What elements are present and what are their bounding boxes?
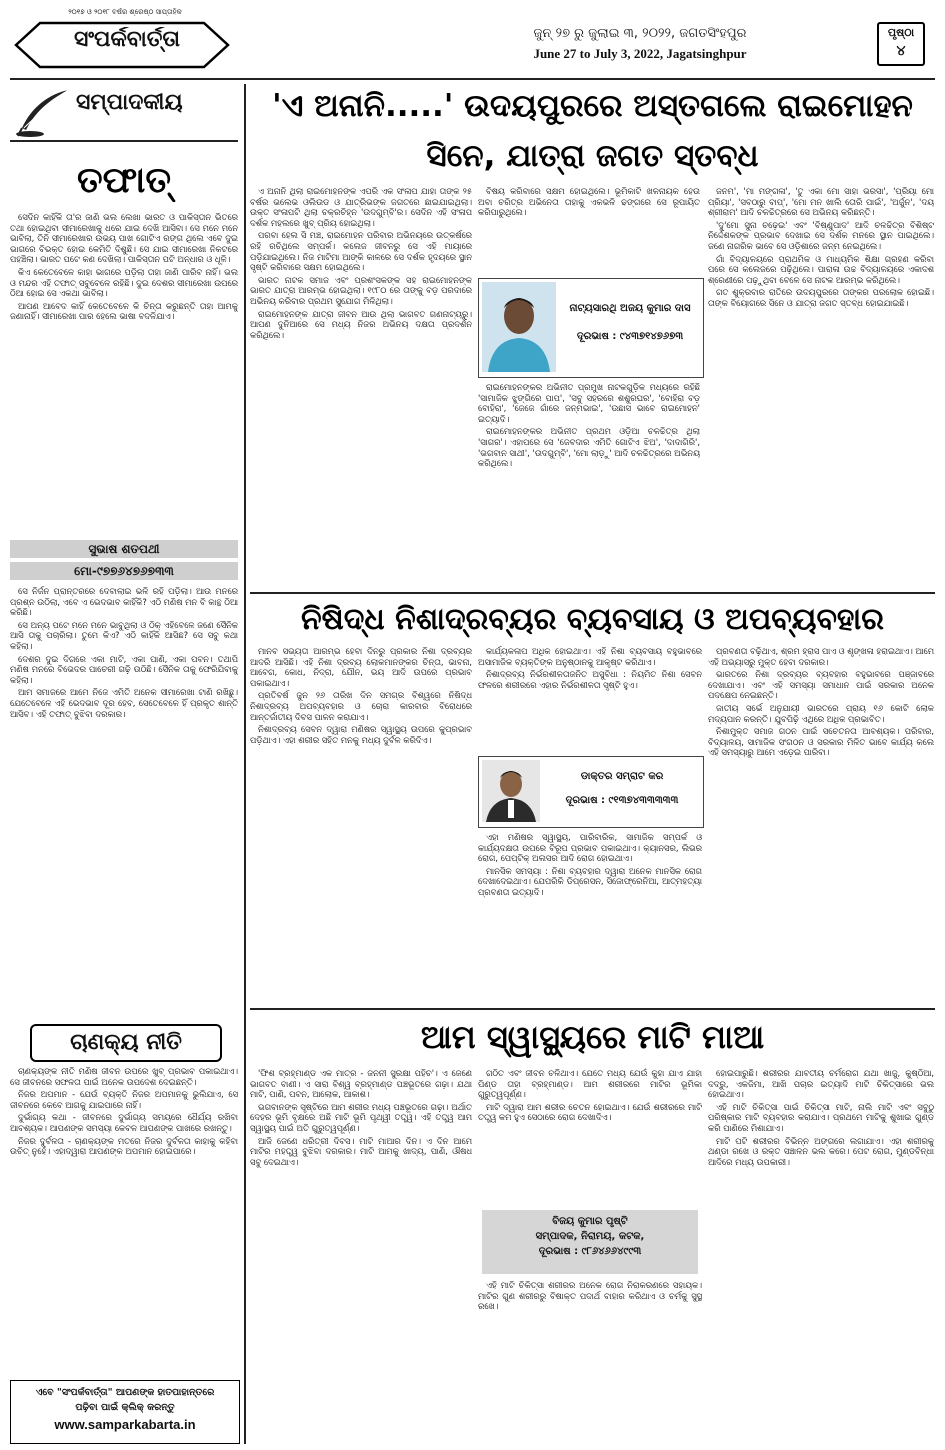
article3-paragraph: ମାଟି ପଟି ଶରୀରର ବିଭିନ୍ନ ଅଙ୍ଗରେ ଲଗାଯାଏ। ଏହା ଶରୀରକୁ ଥଣ୍ଡା ରଖେ ଓ ରକ୍ତ ସଞ୍ଚାଳନ ଭଲ କରେ। ପେଟ ରୋଗ, ମୁଣ୍ଡବିନ୍ଧା ଆଦିରେ ମଧ୍ୟ ଉପକାରୀ। — [708, 1135, 934, 1167]
article1-paragraph: ଗାଁ ବିଦ୍ୟାଳୟରେ ପ୍ରାଥମିକ ଓ ମାଧ୍ୟମିକ ଶିକ୍ଷା ଗ୍ରହଣ କରିବା ପରେ ସେ କଲେଜରେ ପଢ଼ିଥିଲେ। ପାରାଳା ଉଚ୍ଚ ବିଦ୍ୟାଳୟରେ ଏକାଦଶ ଶ୍ରେଣୀରେ ପଢ଼ୁଥିବା ବେଳେ ସେ ନାଟକ ଆରମ୍ଭ କରିଥିଲେ। — [708, 253, 934, 285]
chanakya-paragraph: ନିଜର ଦୁର୍ବଳତା - ଚାଣକ୍ୟଙ୍କ ମତରେ ନିଜର ଦୁର୍ବଳତା କାହାକୁ କହିବା ଉଚିତ୍ ନୁହେଁ। ଏହାଦ୍ୱାରା ଆପଣଙ୍କ ଅପମାନ ହୋଇପାରେ। — [10, 1135, 238, 1157]
article3-paragraph: ଏହି ମାଟି ଚିକିତ୍ସା ଶରୀରର ଅନେକ ରୋଗ ନିରାକରଣରେ ସହାୟକ। ମାଟିର ଗୁଣ ଶରୀରରୁ ବିଷାକ୍ତ ପଦାର୍ଥ ବାହାର କରିଥାଏ ଓ ଚର୍ମକୁ ସୁସ୍ଥ ରଖେ। — [478, 1280, 702, 1312]
article2-column-2 — [478, 646, 702, 752]
editorial-author-bar: ସୁଭାଷ ଶତପଥୀ — [10, 540, 238, 558]
article2-author-name: ଡାକ୍ତର ସମ୍ରାଟ କର — [580, 771, 664, 782]
promo-url-link[interactable]: www.samparkabarta.in — [54, 1417, 196, 1432]
person-photo-icon — [482, 282, 556, 372]
article2-paragraph: ଏହା ମଣିଷର ସ୍ୱାସ୍ଥ୍ୟ, ପାରିବାରିକ, ସାମାଜିକ ସମ୍ପର୍କ ଓ କାର୍ଯ୍ୟଦକ୍ଷତା ଉପରେ ବିରୂପ ପ୍ରଭାବ ପକାଇଥାଏ। କ୍ୟାନସର, ଲିଭର ରୋଗ, ପେପ୍ଟିକ୍ ଅଲସର ଆଦି ରୋଗ ହୋଇଥାଏ। — [478, 832, 702, 864]
editorial-paragraph: କିଏ କେତେବେଳେ କାହା ଭାଗରେ ପଡ଼ିଲା ତାହା ଜାଣି ପାରିବ ନାହିଁ। ଭଲ ଓ ମନ୍ଦର ଏହି ତଫାତ୍ ସବୁବେଳେ ରହିଛି। ଦୁଇ ଦେଶର ସୀମାରେଖା ଉପରେ ଠିଆ ହୋଇ ସେ ଏକଥା ଭାବିଲା। — [10, 266, 238, 299]
article2-paragraph: ନିଶାଦ୍ରବ୍ୟ ସେବନ ଦ୍ୱାରା ମଣିଷର ସ୍ୱାସ୍ଥ୍ୟ ଉପରେ କୁପ୍ରଭାବ ପଡ଼ିଥାଏ। ଏହା ଶରୀର ସହିତ ମନକୁ ମଧ୍ୟ ଦୁର୍ବଳ କରିଦିଏ। — [250, 724, 472, 745]
editorial-body — [10, 212, 238, 532]
article3-author-box — [482, 1210, 698, 1274]
article3-paragraph: ଭଗବାନଙ୍କ ସୃଷ୍ଟିରେ ଆମ ଶରୀର ମଧ୍ୟ ପଞ୍ଚଭୂତରେ ଗଢ଼ା। ଅର୍ଥାତ ଦେହର ଭୂମି ବୃକ୍ଷରେ ଅଛି ମାଟି ଭୂମି ପୃଥ୍ୱୀ ତତ୍ତ୍ୱ। ଏହି ତତ୍ତ୍ୱ ଆମ ସ୍ୱାସ୍ଥ୍ୟ ପାଇଁ ଅତି ଗୁରୁତ୍ୱପୂର୍ଣ୍ଣ। — [250, 1101, 472, 1133]
article3-author-name: ବିଜୟ କୁମାର ପୃଷ୍ଟି — [552, 1216, 628, 1227]
article2-column-2-continued — [478, 832, 702, 1004]
article3-paragraph: ଆଜି ଜେଣେ ଧରିତ୍ରୀ ଦିବସ। ମାଟି ମାଆର ଦିନ। ଏ ଦିନ ଆମେ ମାଟିର ମହତ୍ତ୍ୱ ବୁଝିବା ଦରକାର। ମାଟି ଆମକୁ ଖାଦ୍ୟ, ପାଣି, ଔଷଧ ସବୁ ଦେଇଥାଏ। — [250, 1135, 472, 1167]
person-photo-icon — [482, 760, 540, 822]
article2-paragraph: ଜାତୀୟ ସର୍ଭେ ଅନୁଯାୟୀ ଭାରତରେ ପ୍ରାୟ ୧୬ କୋଟି ଲୋକ ମଦ୍ୟପାନ କରନ୍ତି। ଯୁବପିଢ଼ି ଏଥିରେ ଅଧିକ ପ୍ରଭାବିତ। — [708, 702, 934, 724]
editorial-paragraph: ସେ ନିର୍ଜନ ପ୍ରାନ୍ତରରେ ଦେବାଲାଇ ଭଳି ରହି ପଡ଼ିଲା। ଆଉ ମନରେ ପ୍ରଶ୍ନ ଉଠିଲା, ଏବେ ଏ ଭେଦଭାବ କାହିଁକି? ଏଠି ମଣିଷ ମନ ବି କାନ୍ଥ ଠିଆ କରିଛି। — [10, 586, 238, 618]
article1-paragraph: ବିଷୟ କରିବାରେ ସକ୍ଷମ ହୋଇଥିଲେ। ଭୂମିକାଟି ଖଳନାୟକ ହେଉ ଅବା ଚରିତ୍ର ଅଭିନେତା ତାହାକୁ ଏକଭଳି ଢଙ୍ଗରେ ସେ ରୂପାୟିତ କରିପାରୁଥିଲେ। — [478, 186, 700, 218]
article3-column-3 — [708, 1068, 934, 1444]
article1-author-name: ନାଟ୍ୟସାରଥି ଅଜୟ କୁମାର ଦାସ — [569, 303, 691, 314]
article2-paragraph: ମାନବ ସଭ୍ୟତା ଆରମ୍ଭ ହେବା ଦିନରୁ ପ୍ରକାର ନିଶା ଦ୍ରବ୍ୟର ଆଦରି ଆସିଛି। ଏହି ନିଶା ଦ୍ରବ୍ୟ ଲୋକମାନଙ୍କର ଚିନ୍ତା, ଭାବନା, ଆବେଗ, କୋଧ, ନିଦ୍ରା, ଯୌନ, ଭୟ ଆଦି ଉପରେ ପ୍ରଭାବ ପକାଇଥାଏ। — [250, 646, 472, 688]
article1-headline-line2: ସିନେ, ଯାତ୍ରା ଜଗତ ସ୍ତବ୍ଧ — [426, 138, 759, 174]
masthead — [0, 0, 945, 80]
editorial-paragraph: ଦେଶର ଦୁଇ ଦିଗରେ ଏକା ମାଟି, ଏକା ପାଣି, ଏକା ପବନ। ତଥାପି ମଣିଷ ମନରେ ବିଭେଦର ପାଚେରୀ ଗଢ଼ି ଉଠିଛି। ସୈନିକ ତାକୁ ଫେରିଯିବାକୁ କହିଲା। — [10, 653, 238, 685]
article2-author-photo — [482, 760, 540, 822]
article3-author-phone: ଦୂରଭାଷ : ୯୮୬୪୬୬୪୯୯୩ — [538, 1246, 642, 1257]
column-divider — [244, 84, 246, 1444]
article1-paragraph: ପରବା ହେଲ ସି ମଞ୍ଚ, ରାଇମୋହନ ପରିବାର ଅଭିନୟରେ ଉତ୍କର୍ଷରେ ରହି ରଚିଥିଲେ ସମ୍ପର୍କ। କଲେଜ ଜୀବନରୁ ସେ ଏହି ମାୟାରେ ପଡ଼ିଯାଇଥିଲେ। ନିଜ ମାଟିମା ଆଙ୍କି କାଳରେ ସେ ଦର୍ଶକ ହୃଦୟରେ ସ୍ଥାନ ସୃଷ୍ଟି କରିବାରେ ସକ୍ଷମ ହୋଇଥିଲେ। — [250, 230, 472, 273]
editorial-rule — [10, 140, 238, 142]
page-label: ପୃଷ୍ଠା — [887, 26, 915, 39]
article1-column-2 — [478, 186, 700, 276]
page-number: ୪ — [896, 43, 906, 59]
article1-bottom-rule — [250, 592, 935, 594]
article2-column-1 — [250, 646, 472, 1004]
editorial-paragraph: ଆପଣ ଆବେଦ କାହିଁ କେତେବେଳେ କି ଚିନ୍ତା କରୁଛନ୍ତି ତାହା ଆମକୁ ଜଣାନାହିଁ। ସୀମାରେଖା ପାର ହେଲେ ଭାଷା ବଦଳିଯାଏ। — [10, 300, 238, 322]
article2-paragraph: କାର୍ଯ୍ୟକଳାପ ଅଧିକ ହୋଇଥାଏ। ଏହି ନିଶା ବ୍ୟବସାୟ ବହୁଭାବରେ ଅସାମାଜିକ ବ୍ୟକ୍ତିଙ୍କ ଅନୁଷ୍ଠାନକୁ ଆକୃଷ୍ଟ କରିଥାଏ। — [478, 646, 702, 667]
article3-column-2 — [478, 1068, 702, 1206]
promo-line-1: ଏବେ "ସଂପର୍କବାର୍ତ୍ତା" ଆପଣଙ୍କ ହାତପାହାନ୍ତରେ — [35, 1387, 215, 1398]
masthead-date-odia: ଜୁନ୍ ୨୭ ରୁ ଜୁଲାଇ ୩, ୨୦୨୨, ଜଗତସିଂହପୁର — [533, 26, 747, 41]
chanakya-paragraph: ଦୁର୍ଭାଗ୍ୟ କଥା - ଜୀବନରେ ଦୁର୍ଭାଗ୍ୟ ସମୟରେ ଧୈର୍ଯ୍ୟ ରଖିବା ଆବଶ୍ୟକ। ଆପଣଙ୍କ ସମସ୍ୟା କେବଳ ଆପଣଙ୍କ ପାଖରେ ରଖନ୍ତୁ। — [10, 1112, 238, 1133]
article2-paragraph: ନିଶାମୁକ୍ତ ସମାଜ ଗଠନ ପାଇଁ ସଚେତନତା ଆବଶ୍ୟକ। ପରିବାର, ବିଦ୍ୟାଳୟ, ସାମାଜିକ ସଂଗଠନ ଓ ସରକାର ମିଳିତ ଭାବେ କାର୍ଯ୍ୟ କଲେ ଏହି ସମସ୍ୟାରୁ ଆମେ ଏଡ଼େଇ ପାରିବା। — [708, 726, 934, 758]
promo-line-2: ପଢ଼ିବା ପାଇଁ କ୍ଲିକ୍ କରନ୍ତୁ — [75, 1402, 175, 1413]
article3-headline: ଆମ ସ୍ୱାସ୍ଥ୍ୟରେ ମାଟି ମାଆ — [420, 1018, 765, 1056]
article2-author-phone: ଦୂରଭାଷ : ୯୧୩୭୪୩୩୩୩୩ — [565, 795, 679, 806]
article2-headline: ନିଷିଦ୍ଧ ନିଶାଦ୍ରବ୍ୟର ବ୍ୟବସାୟ ଓ ଅପବ୍ୟବହାର — [300, 602, 885, 637]
editorial-paragraph: ସେ ଅନ୍ୟ ପଟେ ମନେ ମନେ ଭାବୁଥିଲା ଓ ଠିକ୍ ଏହିବେଳେ ଜଣେ ସୈନିକ ଆସି ତାକୁ ପଚାରିଲା। ତୁମେ କିଏ? ଏଠି କାହିଁକି ଆସିଛ? ସେ ସବୁ କଥା କହିଲା। — [10, 619, 238, 651]
article3-paragraph: 'ଫିଶ ବ୍ରହ୍ମାଣ୍ଡ ଏକ ମାତ୍ର - ଜନନୀ ସୁରକ୍ଷା ପହିଚ'। ଏ ଜେଣେ ଭାଗବତ ବାଣୀ। ଏ ସାରା ବିଶ୍ୱ ବ୍ରହ୍ମାଣ୍ଡ ପଞ୍ଚଭୂତରେ ଗଢ଼ା। ଯଥା ମାଟି, ପାଣି, ପବନ, ଆଲୋକ, ଆକାଶ। — [250, 1068, 472, 1100]
article3-column-1 — [250, 1068, 472, 1444]
article1-paragraph: ରାଇମୋହନଙ୍କର ଅଭିନୀତ ପ୍ରଥମ ଓଡ଼ିଆ ଚଳଚ୍ଚିତ୍ର ଥିଲା 'ସାଗର'। ଏହାପରେ ସେ 'ଜେବଦାର ଏମିତି ଗୋଟିଏ ଝିଅ', 'ଦାଦାଗିରି', 'ଭଗବାନ ସାଥୀ', 'ଉଦଗୁମ୍ବି', 'ମୋ ଲାଡ଼ୁ' ଆଦି ଚଳଚ୍ଚିତ୍ରରେ ଅଭିନୟ କରିଥିଲେ। — [478, 426, 700, 469]
article3-paragraph: ଏହି ମାଟି ଚିକିତ୍ସା ପାଇଁ ଚିକିତ୍ସା ମାଟି, ନାଲି ମାଟି ଏବଂ ସବୁଠୁ ପରିଷ୍କାର ମାଟି ବ୍ୟବହାର କରାଯାଏ। ପ୍ରଥମେ ମାଟିକୁ ଶୁଖାଇ ଗୁଣ୍ଡ କରି ପାଣିରେ ମିଶାଯାଏ। — [708, 1101, 934, 1133]
chanakya-body — [10, 1066, 238, 1376]
editorial-paragraph: ଆମ ସମାଜରେ ଆମେ ନିଜେ ଏମିତି ଅନେକ ସୀମାରେଖା ଟାଣି ରଖିଛୁ। ଯେତେବେଳେ ଏହି ଭେଦଭାବ ଦୂର ହେବ, ସେତେବେଳେ ହିଁ ପ୍ରକୃତ ଶାନ୍ତି ଆସିବ। ଏହି ତଫାତ୍ ବୁଝିବା ଦରକାର। — [10, 687, 238, 719]
article2-paragraph: ନିଶାଦ୍ରବ୍ୟ ନିର୍ଭରଶୀଳତାଜନିତ ଅସୁବିଧା : ନିୟମିତ ନିଶା ସେବନ ଫଳରେ ଶରୀରରେ ଏହାର ନିର୍ଭରଶୀଳତା ସୃଷ୍ଟି ହୁଏ। — [478, 669, 702, 690]
article1-headline-line1: 'ଏ ଅନାନି.....' ଉଦୟପୁରରେ ଅସ୍ତଗଲେ ରାଇମୋହନ — [272, 88, 913, 124]
quill-icon — [10, 88, 72, 138]
article3-paragraph: ଗଠିତ ଏବଂ ଜୀବନ ଚଳିଥାଏ। ଯେତେ ମଧ୍ୟ ଯେଉଁ କୁହା ଯାଏ ଯାହା ପିଣ୍ଡ ତାହା ବ୍ରହ୍ମାଣ୍ଡ। ଆମ ଶରୀରରେ ମାଟିର ଭୂମିକା ଗୁରୁତ୍ୱପୂର୍ଣ୍ଣ। — [478, 1068, 702, 1100]
article3-paragraph: ହୋଇପାରୁଛି। ଶରୀରର ଯାବତୀୟ ଚର୍ମରୋଗ ଯଥା ଖାଜୁ, କୁଷ୍ଠିଆ, ଦଦ୍ରୁ, ଏକଜିମା, ଆଖି ପଚାର ଇତ୍ୟାଦି ମାଟି ଚିକିତ୍ସାରେ ଭଲ ହୋଇଥାଏ। — [708, 1068, 934, 1100]
article1-author-phone: ଦୂରଭାଷ : ୯୪୩୭୧୪୭୬୭୩ — [576, 331, 684, 342]
article1-paragraph: ଗତ ଶୁକ୍ରବାର ରାତିରେ ଉଦୟପୁରରେ ତାଙ୍କର ପରଲୋକ ହୋଇଛି। ତାଙ୍କ ବିୟୋଗରେ ସିନେ ଓ ଯାତ୍ରା ଜଗତ ସ୍ତବ୍ଧ ହୋଇଯାଇଛି। — [708, 287, 934, 308]
masthead-date-english: June 27 to July 3, 2022, Jagatsinghpur — [533, 46, 747, 61]
article3-paragraph: ମାଟି ଦ୍ୱାରା ଆମ ଶରୀର ଚେତନ ହୋଇଥାଏ। ଯେଉଁ ଶରୀରରେ ମାଟି ତତ୍ତ୍ୱ କମ ହୁଏ ସେଠାରେ ରୋଗ ଦେଖାଦିଏ। — [478, 1101, 702, 1123]
article1-column-3 — [708, 186, 934, 588]
chanakya-paragraph: ଚାଣକ୍ୟଙ୍କ ନୀତି ମଣିଷ ଜୀବନ ଉପରେ ଖୁବ୍ ପ୍ରଭାବ ପକାଇଥାଏ। ସେ ଜୀବନରେ ସଫଳତା ପାଇଁ ଅନେକ ଉପଦେଶ ଦେଇଛନ୍ତି। — [10, 1066, 238, 1087]
editorial-section-title: ସମ୍ପାଦକୀୟ — [76, 90, 183, 115]
masthead-tagline: ୨୦୧୭ ଓ ୨୦୧୮ ବର୍ଷର ଶ୍ରେଷ୍ଠ ସାପ୍ତାହିକ — [68, 8, 182, 16]
article3-author-role: ସମ୍ପାଦକ, ନିରାମୟ, କଟକ, — [535, 1231, 645, 1242]
editorial-body-continued — [10, 586, 238, 1016]
article1-paragraph: ଜନମ', 'ମା ମଙ୍ଗଳା', 'ତୁ ଏକା ମୋ ସାହା ଭରସା', 'ପ୍ରିୟା ମୋ ପ୍ରିୟା', 'ସବଠାରୁ ବାପ୍', 'ମୋ ମନ ଖାଲି ତୋରି ପାଇଁ', 'ଅର୍ଜୁନ', 'ଦୟ ଶ୍ରୀରାମ' ଆଦି ଚଳଚ୍ଚିତ୍ରରେ ସେ ଅଭିନୟ କରିଛନ୍ତି। — [708, 186, 934, 218]
editorial-header — [8, 84, 238, 140]
chanakya-paragraph: ନିଜର ଅପମାନ - ଯେଉଁ ବ୍ୟକ୍ତି ନିଜର ଅପମାନକୁ ଭୁଲିଯାଏ, ସେ ଜୀବନରେ କେବେ ଆଗକୁ ଯାଇପାରେ ନାହିଁ। — [10, 1089, 238, 1110]
article3-column-2-continued — [478, 1280, 702, 1444]
chanakya-title: ଚାଣକ୍ୟ ନୀତି — [70, 1030, 182, 1055]
article1-column-2-continued — [478, 382, 700, 588]
article1-paragraph: ଏ ଅନାନି ଥିଲା ରାଇମୋହନଙ୍କ ଏପରି ଏକ ସଂଳାପ ଯାହା ତାଙ୍କ ୨୫ ବର୍ଷର ଭଲେଭ ଓଲିଉଡ ଓ ଯାତ୍ରିଭଙ୍କ ଜଗତରେ ଛାଇଯାଇଥିଲା। ଉକ୍ତ ସଂଳାପଟି ଥିଲା ଚକ୍ରଚିହ୍ନ 'ଉଦଗୁମ୍ବି'ର। ସେଦିନ ଏହି ସଂଳାପ ଦର୍ଶକ ମହଲରେ ଖୁବ୍ ପ୍ରିୟ ହୋଇଥିଲା। — [250, 186, 472, 228]
article1-author-box — [478, 278, 704, 378]
article1-paragraph: 'ଦୁ'ମୋ ସୁନା ଚଢ଼େଇ' ଏବଂ 'ବିଷ୍ଣୁପାଦ' ଆଦି ଚଳଚ୍ଚିତ୍ର ବିଶିଷ୍ଟ ନିର୍ଦ୍ଦେଶକଙ୍କ ପ୍ରଭାବ ଦେଖାଇ ସେ ଦର୍ଶକ ମନରେ ସ୍ଥାନ ପାଇଥିଲେ। ଜଣେ ନାଗରିକ ଭାବେ ସେ ଓଡ଼ିଶାରେ ଜନ୍ମ ନେଇଥିଲେ। — [708, 219, 934, 251]
editorial-paragraph: ସେଦିନ କାହିଁକି ତା'ର ଜାଣି ଭଲ ଲେଖା ଭାରତ ଓ ପାକିସ୍ତାନ ଭିତରେ ତଥା ହୋଇଥିବା ସୀମାରେଖାକୁ ଧରେ ଯାଇ ଦେଖି ଆସିବା। ସେ ମନେ ମନେ ଭାବିଲା, ତିନି ସୀମାରେଖାର ଉଭୟ ପାଖ ଗୋଟିଏ ରଙ୍ଗ ଥିଲେ ଏବେ ଦୁଇ ଭାଗରେ ବିଭକ୍ତ ହୋଇ କେମିତି ଦିଶୁଛି। ସେ ଯାଇ ସୀମାରେଖା ନିକଟରେ ପହଞ୍ଚିଲା। ଭାରତ ପଟେ କଣ ଦେଖିଲା। ପାକିସ୍ତାନ ପଟି ଅନ୍ଧାର ଓ ଧୂଳି। — [10, 212, 238, 265]
page-number-box — [877, 22, 925, 66]
chanakya-title-box — [30, 1024, 222, 1062]
editorial-title: ତଫାତ୍ — [76, 160, 172, 201]
article2-paragraph: ମାନସିକ ସମସ୍ୟା : ନିଶା ବ୍ୟବହାର ଦ୍ୱାରା ଅନେକ ମାନସିକ ରୋଗ ଦେଖାଦେଇଥାଏ। ଯେପରିକି ଡିପ୍ରେସନ, ସିଜୋଫ୍ରେନିଆ, ଆତ୍ମହତ୍ୟା ପ୍ରବଣତା ଇତ୍ୟାଦି। — [478, 865, 702, 897]
article1-paragraph: ରାଇମୋହନଙ୍କର ଅଭିନୀତ ପ୍ରମୁଖ ନାଟକଗୁଡ଼ିକ ମଧ୍ୟରେ ରହିଛି 'ସାମାଜିକ ଝୁଙ୍ଗିରେ ପାପ', 'ସବୁ ସହରରେ ଶଶୁରଘର', 'ବୋହିରା ବଡ଼ ବୋହିରା', 'ଜେଜେ ଗାଁରେ ଜନ୍ମଭାଇ', 'ଉଛାସ ଭାବେ ରାଇମୋହନ' ଇତ୍ୟାଦି। — [478, 382, 700, 424]
article2-column-3 — [708, 646, 934, 1004]
article1-paragraph: ଭାରତ ନାଟକ ସମାଜ ଏବଂ ପ୍ରଶଂସକଙ୍କ ସହ ରାଇମୋହନଙ୍କ ଭାରତ ଯାତ୍ରା ଆରମ୍ଭ ହୋଇଥିଲା। ୧୯୮୦ ରେ ତାଙ୍କୁ ବଡ଼ ପରଦାରେ ଅଭିନୟ କରିବାର ପ୍ରଥମ ସୁଯୋଗ ମିଳିଥିଲା। — [250, 274, 472, 306]
article2-bottom-rule — [250, 1008, 935, 1010]
article2-paragraph: ପ୍ରତିବର୍ଷ ଜୁନ ୨୬ ତାରିଖ ଦିନ ସମଗ୍ର ବିଶ୍ୱରେ ନିଷିଦ୍ଧ ନିଶାଦ୍ରବ୍ୟ ଅପବ୍ୟବହାର ଓ ଚୋରା କାରବାର ବିରୋଧରେ ଆନ୍ତର୍ଜାତୀୟ ଦିବସ ପାଳନ କରାଯାଏ। — [250, 690, 472, 722]
article2-author-box — [478, 756, 704, 828]
article2-paragraph: ଭାରତରେ ନିଶା ଦ୍ରବ୍ୟର ବ୍ୟବହାର ବହୁଭାବରେ ପଞ୍ଜାବରେ ଦେଖାଯାଏ। ଏବଂ ଏହି ସମସ୍ୟା ସମାଧାନ ପାଇଁ ସରକାର ଅନେକ ପଦକ୍ଷେପ ନେଇଛନ୍ତି। — [708, 669, 934, 701]
website-promo-box — [10, 1380, 240, 1444]
masthead-divider — [10, 78, 935, 80]
article1-paragraph: ରାଇମୋହନଙ୍କ ଯାତ୍ରା ଜୀବନ ଆଉ ଥିଲା ଭାଗବତ ଗଣନାଟ୍ୟରୁ। ଆପଣ ଦୁନିଆରେ ସେ ମଧ୍ୟ ନିଜର ଅଭିନୟ ଦକ୍ଷତା ପ୍ରଦର୍ଶନ କରିଥିଲେ। — [250, 308, 472, 340]
editorial-phone-bar: ମୋ-୯୭୭୬୪୭୬୭୩୩ — [10, 562, 238, 580]
article2-paragraph: ପ୍ରବଣତା ବଢ଼ିଥାଏ, ଶ୍ରମ ହ୍ରାସ ପାଏ ଓ ଶୃଙ୍ଖଳା ହରାଇଥାଏ। ଆମେ ଏହି ଅଭ୍ୟାସରୁ ମୁକ୍ତ ହେବା ଦରକାର। — [708, 646, 934, 667]
article1-column-1 — [250, 186, 472, 588]
masthead-logo: ସଂପର୍କବାର୍ତ୍ତା — [74, 27, 180, 52]
article1-author-photo — [482, 282, 556, 372]
